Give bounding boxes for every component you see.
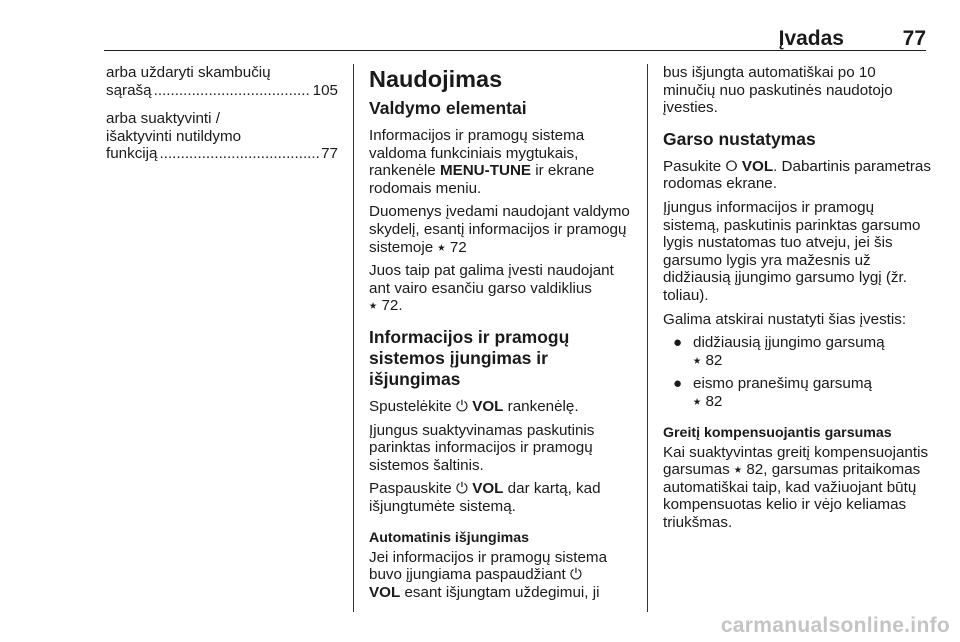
paragraph: Įjungus suaktyvinamas paskutinis parinktas informacijos ir pramogų sistemos šaltinis. <box>369 421 595 474</box>
page-number: 77 <box>902 27 926 50</box>
list-item: ● didžiausią įjungimo garsumą ⭑ 82 <box>673 334 885 369</box>
reference-arrow-icon: ⭑ <box>733 460 743 479</box>
bullet-list <box>663 334 931 410</box>
subsection-title: Informacijos ir pramogų sistemos įjungimas ir išjungimas <box>369 326 570 389</box>
page-header <box>104 22 926 51</box>
list-item: ● eismo pranešimų garsumą ⭑ 82 <box>673 375 872 410</box>
toc-leader <box>154 82 311 100</box>
toc-entry[interactable] <box>106 110 338 163</box>
toc-page: 105 <box>312 81 338 99</box>
header-title: Įvadas <box>778 27 844 50</box>
paragraph: Duomenys įvedami naudojant valdymo skydelį, esantį informacijos ir pramogų sistemoje ⭑ 72 <box>369 203 630 256</box>
toc-entry[interactable] <box>106 64 338 99</box>
column-divider <box>647 64 648 612</box>
power-icon: ⏻ <box>455 396 468 415</box>
subsection-title: Garso nustatymas <box>663 128 816 149</box>
page-reference[interactable]: 82 <box>705 351 723 369</box>
main-column <box>369 64 634 607</box>
toc-column <box>106 64 338 174</box>
watermark: carmanualsonline.info <box>720 614 950 637</box>
paragraph: Įjungus informacijos ir pramogų sistemą, paskutinis parinktas garsumo lygis nustatomas tuo atveju, jei šis garsumo lygis yra mažesnis už didžiausią įjungimo garsumo lygį (žr. toliau). <box>663 198 921 304</box>
paragraph: Galima atskirai nustatyti šias įvestis: <box>663 310 907 328</box>
page-reference[interactable]: 82, <box>746 461 768 479</box>
toc-entry-text: sąrašą <box>106 81 152 99</box>
reference-arrow-icon: ⭑ <box>693 350 702 369</box>
paragraph: Spustelėkite ⏻ VOL rankenėlę. <box>369 396 579 415</box>
paragraph: Informacijos ir pramogų sistema valdoma funkciniais mygtukais, rankenėle MENU-TUNE ir ekrane rodomais meniu. <box>369 127 595 197</box>
reference-arrow-icon: ⭑ <box>437 237 446 256</box>
paragraph: Juos taip pat galima įvesti naudojant ant vairo esančiu garso valdiklius ⭑ 72. <box>369 262 614 315</box>
subsection-title: Valdymo elementai <box>369 98 527 118</box>
paragraph: Pasukite ⭘ VOL. Dabartinis parametras rodomas ekrane. <box>663 156 931 193</box>
knob-icon: ⭘ <box>725 156 738 175</box>
column-divider <box>353 64 354 612</box>
right-column <box>663 64 931 537</box>
toc-entry-text: funkciją <box>106 145 158 163</box>
toc-page: 77 <box>321 145 338 163</box>
toc-entry-text: arba suaktyvinti / <box>106 110 220 128</box>
paragraph: bus išjungta automatiškai po 10 minučių nuo paskutinės naudotojo įvesties. <box>663 64 893 117</box>
bullet-icon: ● <box>673 334 683 352</box>
power-icon: ⏻ <box>569 565 582 584</box>
page-reference[interactable]: 82 <box>705 392 723 410</box>
paragraph: Paspauskite ⏻ VOL dar kartą, kad išjungtumėte sistemą. <box>369 479 601 515</box>
page-reference[interactable]: 72. <box>381 297 403 315</box>
reference-arrow-icon: ⭑ <box>369 296 378 315</box>
toc-entry-text: arba uždaryti skambučių <box>106 64 271 81</box>
page-reference[interactable]: 72 <box>449 238 467 256</box>
bullet-icon: ● <box>673 375 683 393</box>
minor-heading: Automatinis išjungimas <box>369 529 530 546</box>
section-title: Naudojimas <box>369 66 503 92</box>
toc-entry-text: išaktyvinti nutildymo <box>106 127 242 145</box>
toc-leader <box>160 145 320 163</box>
power-icon: ⏻ <box>455 479 468 498</box>
paragraph: Kai suaktyvintas greitį kompensuojantis garsumas ⭑ 82, garsumas pritaikomas automatiškai taip, kad važiuojant būtų kompensuotas kelio ir vėjo keliamas triukšmas. <box>663 443 929 531</box>
paragraph: Jei informacijos ir pramogų sistema buvo įjungiama paspaudžiant ⏻ VOL esant išjungtam uždegimui, ji <box>369 548 608 601</box>
reference-arrow-icon: ⭑ <box>693 391 702 410</box>
minor-heading: Greitį kompensuojantis garsumas <box>663 424 892 441</box>
